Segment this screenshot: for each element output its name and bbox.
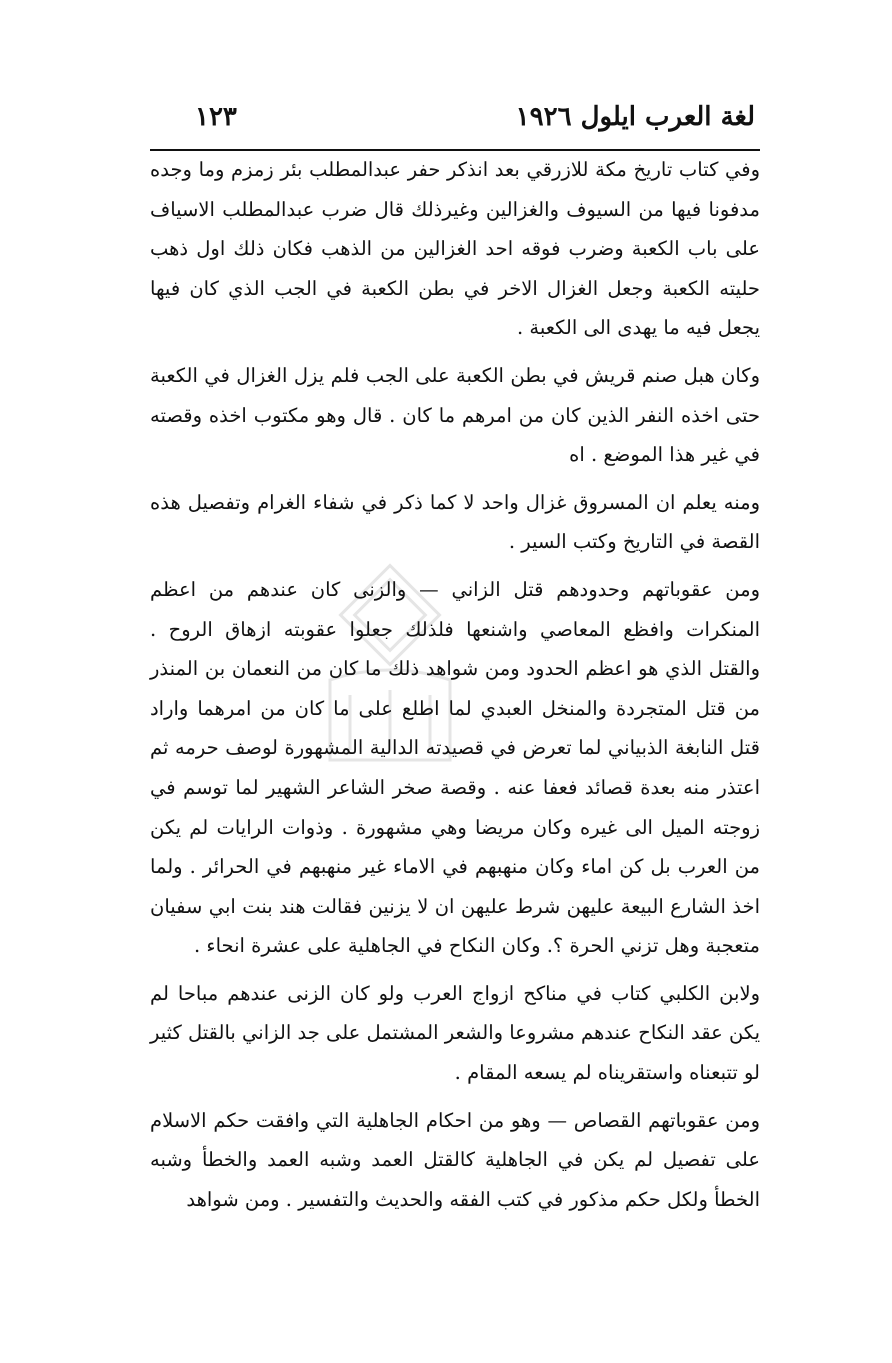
paragraph: وكان هبل صنم قريش في بطن الكعبة على الجب فلم يزل الغزال في الكعبة حتى اخذه النفر الذين كان من امرهم ما كان . قال وهو مكتوب اخذه وقصته في غير هذا الموضع . اه bbox=[150, 363, 760, 467]
page-header bbox=[155, 96, 755, 140]
paragraph: وفي كتاب تاريخ مكة للازرقي بعد انذكر حفر عبدالمطلب بئر زمزم وما وجده مدفونا فيها من السيوف والغزالين وغيرذلك قال ضرب عبدالمطلب الاسياف على باب الكعبة وضرب فوقه احد الغزالين من الذهب فكان ذلك اول ذهب حليته الكعبة وجعل الغزال الاخر في بطن الكعبة في الجب الذي كان فيها يجعل فيه ما يهدى الى الكعبة . bbox=[150, 158, 760, 340]
paragraph: ومن عقوباتهم وحدودهم قتل الزاني — والزنى كان عندهم من اعظم المنكرات وافظع المعاصي واشنعها فلذلك جعلوا عقوبته ازهاق الروح . والقتل الذي هو اعظم الحدود ومن شواهد ذلك ما كان من النعمان بن المنذر من قتل المتجردة والمنخل العبدي لما اطلع على ما كان من امرهما واراد قتل النابغة الذبياني لما تعرض في قصيدته الدالية المشهورة لوصف حرمه ثم اعتذر منه بعدة قصائد فعفا عنه . وقصة صخر الشاعر الشهير لما توسم في زوجته الميل الى غيره وكان مريضا وهي مشهورة . وذوات الرايات لم يكن من العرب بل كن اماء وكان منهبهم في الاماء غير منهبهم في الحرائر . ولما اخذ الشارع البيعة عليهن شرط عليهن ان لا يزنين فقالت هند بنت ابي سفيان متعجبة وهل تزني الحرة ؟. وكان النكاح في الجاهلية على عشرة انحاء . bbox=[150, 577, 760, 958]
page-number: ١٢٣ bbox=[195, 102, 237, 132]
running-title: لغة العرب ايلول ١٩٢٦ bbox=[515, 102, 755, 132]
paragraph: ولابن الكلبي كتاب في مناكح ازواج العرب ولو كان الزنى عندهم مباحا لم يكن عقد النكاح عندهم مشروعا والشعر المشتمل على جد الزاني بالقتل كثير لو تتبعناه واستقريناه لم يسعه المقام . bbox=[150, 981, 760, 1085]
paragraph: ومن عقوباتهم القصاص — وهو من احكام الجاهلية التي وافقت حكم الاسلام على تفصيل لم يكن في الجاهلية كالقتل العمد وشبه العمد والخطأ وشبه الخطأ ولكل حكم مذكور في كتب الفقه والحديث والتفسير . ومن شواهد bbox=[150, 1108, 760, 1211]
paragraph: ومنه يعلم ان المسروق غزال واحد لا كما ذكر في شفاء الغرام وتفصيل هذه القصة في التاريخ وكتب السير . bbox=[150, 490, 760, 554]
body-text bbox=[150, 150, 760, 1219]
